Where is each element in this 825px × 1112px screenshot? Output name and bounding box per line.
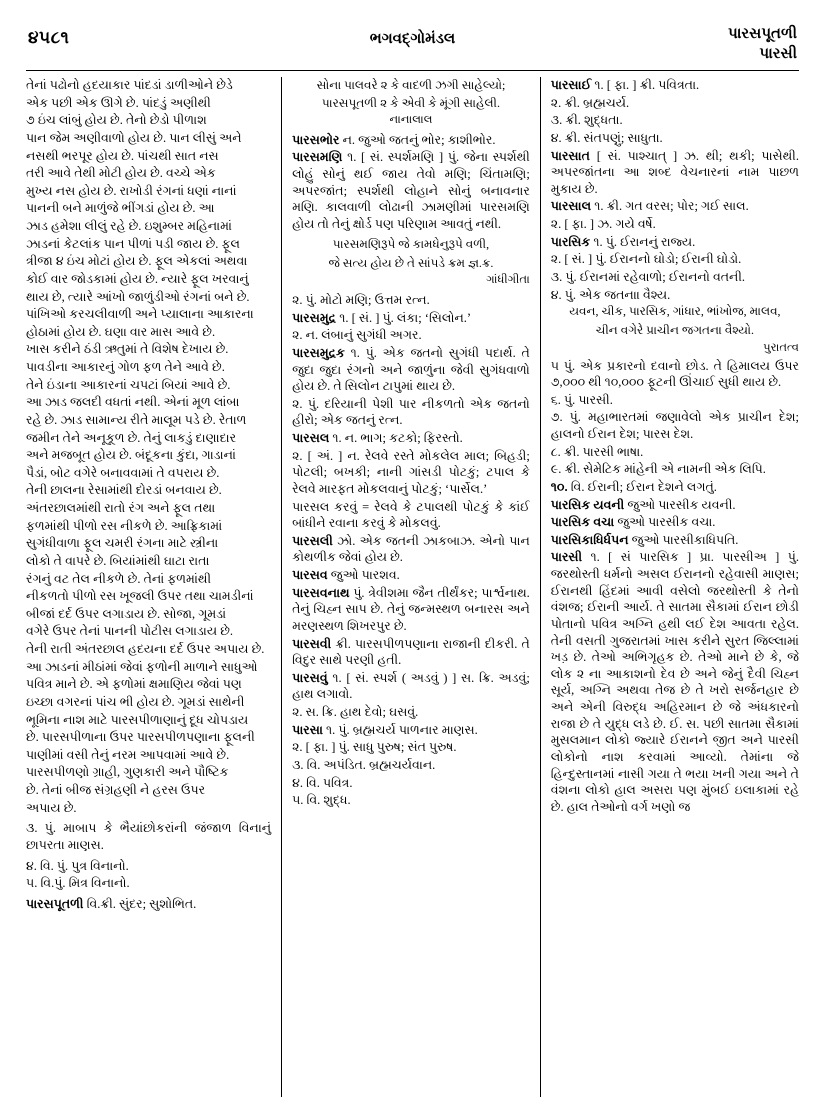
sense-item: ૪. ક્રી. સંતપણું; સાધુતા. [550,130,663,145]
paragraph-line: કોઈ વાર જોડકામાં હોય છે. ન્યારે ફૂલ ખરવાનું [26,271,249,286]
paragraph-line: અંતરછાલમાંથી રાતો રંગ અને ફૂલ તથા [26,501,216,515]
headword: પારસવ [292,568,328,583]
paragraph-line: ૭ ઇંચ લાંબું હોય છે. તેનો છેડો પીળાશ [26,113,207,128]
verse-line: સોના પાલવરે ૨ કે વાદળી ઝગી સાહેલ્યો; [316,78,506,92]
verse-line: જે સત્ય હોય છે તે સાંપડે ક્રમ જ્ઞ.ક્ર. [328,255,494,270]
dictionary-entry [551,77,799,94]
sense-item: ૪. વિ. પવિત્ર. [292,775,353,790]
definition: ન. જુઓ જતનું ભોર; કાશીભોર. [342,132,496,147]
headword: પારસમુદ્ર [292,310,337,325]
headword: પારસવી [292,636,332,651]
paragraph-line: ઇચ્છા વગરનાં પાંચ ભી હોય છે. ગૂમડાં સાથેની [26,694,245,709]
headword: પારસિક [550,234,591,249]
dictionary-entry [551,234,799,251]
verse-attribution: ગાંધીગીતા [486,273,530,286]
paragraph-line: તેને ઇંડાના આકારનાં ચપટાં બિયાં આવે છે. [26,377,231,392]
definition: ૧. [ સં. સ્પર્શ ( અડવું ) ] સ. ક્રિ. અડવું; હાથ લગાવો. [292,670,530,702]
sense-item: ૯. ક્રી. સેમેટિક માંહેની એ નામની એક લિપિ. [550,462,766,477]
sense-number: ૧૦. [550,479,568,494]
headword: પારસલી [292,533,333,548]
sense-item: ૩. વિ. અપંડિત. બ્રહ્મચર્યવાન. [292,757,436,772]
paragraph-line: બીજાં દર્દ ઉપર લગાડાય છે. સોજા, ગૂમડાં [26,606,227,621]
paragraph-line: અપાય છે. [26,800,77,815]
sense-item: ૫. વિ. શુદ્ધ. [292,793,351,808]
definition: ૧. પું. બ્રહ્મચર્ય પાળનાર માણસ. [326,722,478,737]
headword: પારસવું [292,670,328,685]
paragraph-line: એક પછી એક ઊગે છે. પાંદડું અણીથી [26,95,211,110]
headword: પારસિક યવની [550,497,625,512]
headword: પારસાઈ [550,78,592,92]
paragraph-line: જમીન તેને અનૂકૂળ છે. તેનું લાકડું દાણાદાર [26,430,237,445]
verse-attribution: નાનાલાલ [389,114,433,127]
paragraph-line: તરી આવે તેથી મોટી હોય છે. વચ્ચે એક [26,166,216,181]
sense-item: ૨. પું. દરિયાની પેશી પાર નીકળતો એક જતનો હીરો; એક જતનું રત્ન. [292,396,530,428]
sense-item: ૨. [ સં. ] પું. ઈરાનનો ઘોડો; ઈરાની ઘોડો. [550,252,742,267]
verse-line: પારસમણિરૂપે જે કામધેનુરૂપે વળી, [332,237,490,252]
headword: પારસલ [292,431,330,446]
definition: ૧. [ સં પારસિક ] પ્રા. પારસીઅ ] પું. જરથોસ્તી ધર્મનો અસલ ઈરાનનો રહેવાસી માણસ; ઈરાનથી હિંદમાં આવી વસેલો જરથોસ્તી કે તેનો વંશજ; ઈરાની આર્ય. તે સાતમા સૈકામાં ઈરાન છોડી પોતાનો પવિત્ર અગ્નિ હથી લઈ દેશ આવતા રહેલ. તેની વસતી ગુજરાતમાં ખાસ કરીને સુરત જિલ્લામાં ખડ઼ છે. તેઓ અભિગૃહક છે. તેઓ માને છે કે, જે લોક ૨ ના આકાશનો દેવ છે અને જેનું દૈવી ચિહ્ન સૂર્ય, અગ્નિ અથવા તેજ છે તે ખરો સર્જનહાર છે અને એની વિરુદ્ધ અહિરમાન છે જે અંધકારનો રાજા છે તે યુદ્ધ લડે છે. ઈ. સ. પછી સાતમા સૈકામાં મુસલમાન લોકો જ્યારે ઈરાનને જીત અને પારસી લોકોનો નાશ કરવામાં આવ્યો. તેમાંના જે હિન્દુસ્તાનમાં નાસી ગયા તે ભયા ખની ગયા અને તે વંશના લોકો હાલ અસરા પણ મુંબઈ ઇલાકામાં રહે છે. હાલ તેઓનો વર્ગ ખણો જ [550,550,799,814]
definition: જુઓ પારસીક વચા. [617,515,716,530]
dictionary-entry [551,514,799,531]
headword: પારસભોર [292,132,340,147]
headword: પારસપૂતળી [26,896,84,911]
paragraph-line: નીકળતો પીળો રસ ખૂજલી ઉપર તથા ચામડીનાં [26,589,254,604]
dictionary-entry [292,149,530,232]
paragraph-line: રહે છે. ઝાડ સામાન્ય રીતે માલૂમ પડે છે. રેતાળ [26,412,247,427]
headword: પારસવનાથ [292,585,350,600]
dictionary-entry [292,722,530,739]
paragraph-line: આ ઝાડનાં મીઠાંમાં જેવાં ફળોની માળાને સાધુઓ [26,659,258,674]
definition: જુઓ પારશવ. [330,568,400,583]
citation-line: યવન, ચીક, પારસિક, ગાંધાર, ભાંખોજ, માલવ, [569,304,781,319]
sense-item: ૨. [ ફા. ] ઝ. ગયે વર્ષે. [550,217,656,231]
paragraph-line: તેની રાતી અંતરછાલ હદયના દર્દ ઉપર અપાય છે. [26,642,265,656]
dictionary-entry [26,896,271,913]
paragraph-line: પાણીમાં વસી તેનું નરમ આપવામાં આવે છે. [26,747,230,762]
headword: પારસાલ [550,199,592,214]
dictionary-entry [292,132,530,149]
sense-item: ૨. ન. લંબાનું સુગંધી અગર. [292,328,422,343]
sense-item: ૨. ક્રી. બ્રહ્મચર્ય. [550,95,630,110]
column-3 [541,77,799,1097]
page-header [26,24,799,68]
definition: ૧. [ ફા. ] ક્રી. પવિત્રતા. [594,78,700,92]
header-rule [26,70,799,71]
citation-line: ચીન વગેરે પ્રાચીન જગતના વૈશ્યો. [595,322,754,337]
headword: પારસિકાધિર્ધપન [550,532,629,547]
sense-item: ૫ પું. એક પ્રકારનો દવાનો છોડ. તે હિમાલય ઉપર ૭,૦૦૦ થી ૧૦,૦૦૦ ફૂટની ઊંચાઈ સુધી થાય છે. [550,358,799,390]
source-reference: પુરાતત્વ [763,342,799,355]
headword: પારસમણિ [292,150,343,165]
sense-item: ૪. પું. એક જતનાા વૈશ્ય. [550,287,671,302]
definition: જુઓ પારસીક યવની. [627,497,736,512]
paragraph-line: ઝાડનાં કેટલાંક પાન પીળાં પડી જાય છે. ફૂલ [26,236,240,251]
dictionary-entry [292,533,530,566]
definition: ૧. ક્રી. ગત વરસ; પોર; ગઈ સાલ. [594,199,749,214]
paragraph-line: થાય છે, ત્યારે આંખો જાળુંડીઓ રંગનાં બને છે. [26,289,250,304]
dictionary-entry [292,670,530,703]
sense-item: ૨. સ. ક્રિ. હાથ દેવો; ઘસવું. [292,705,419,720]
column-container [26,77,799,1097]
dictionary-entry [551,148,799,198]
paragraph-line: સુગંધીવાળા ફૂલ ચમરી રંગના માટે સ્ત્રીના [26,536,219,551]
paragraph-line: પવિત્ર માને છે. એ ફળોમાં ક્ષમાણિય જેવાં પણ [26,677,242,692]
headword: પારસી [550,550,583,565]
definition: વિ. ઈરાની; ઈરાન દેશને લગતું. [570,479,717,494]
verse-line: પારસપૂતળી ૨ કે એવી કે મૂંગી સાહેલી. [321,96,500,111]
headword: પારસમુદ્રક [292,345,345,360]
definition: [ સં. પાશ્ચાત્ ] ઝ. થી; થકી; પાસેથી. અપરજાંતના આ શબ્દ વેચનારનાં નામ પાછળ મુકાય છે. [550,148,799,196]
folio-number: ૪૫૮૧ [28,28,70,47]
definition: ૧. [ સં. સ્પર્શમણિ ] પું. જેના સ્પર્શથી લોહું સોનું થઈ જાય તેવો મણિ; ચિંતામણિ; અપરજાંત; સ્પર્શથી લોહાને સોનું બનાવનાર મણિ. કાલવાળી લોઢાની ઝામણીમાં પારસમણિ હોય તો તેનું ક્ષોર્ડ પણ પરિણામ આવતું નથી. [292,150,530,231]
dictionary-entry [551,479,799,496]
paragraph-line: અને મજબૂત હોય છે. બંદૂકના કુંદા, ગાડાનાં [26,448,236,463]
sense-item: ૭. પું. મહાભારતમાં જણાવેલો એક પ્રાચીન દેશ; હાલનો ઈરાન દેશ; પારસ દેશ. [550,410,799,442]
paragraph-line: ત્રીજા ૪ ઇંચ મોટાં હોય છે. ફૂલ એકલાં અથવા [26,254,248,269]
paragraph-line: પાન જેમ અણીવાળો હોય છે. પાન લીસું અને [26,130,242,145]
sense-item: ૨. [ ફા. ] પું. સાધુ પુરુષ; સંત પુરુષ. [292,740,457,755]
dictionary-entry [292,567,530,584]
running-head [728,24,797,65]
paragraph-line: ઝાડ હમેશા લીલું રહે છે. ઇશુમ્બર મહિનામાં [26,219,232,233]
paragraph-line: લોકો તે વાપરે છે. બિયાંમાંથી ઘાટા રાતા [26,553,210,568]
dictionary-entry [292,585,530,635]
dictionary-entry [292,430,530,447]
sense-item: ૩. પું. માબાપ કે ભૈયાંછોકરાંની જંજાળ વિનાનું છાપરતા માણસ. [26,821,272,852]
headword: પારસા [292,722,323,737]
paragraph-line: તેની છાલના રેસામાંથી દોરડાં બનવાય છે. [26,483,222,498]
sense-item: ૨. પું. મોટો મણિ; ઉત્તમ રત્ન. [292,293,430,308]
definition: વિ.ક્રી. સુંદર; સુશોભિત. [86,896,197,911]
usage-note: પારસલ કરવું = રેલવે કે ટપાલથી પોટકું કે કાંઈ બાંધીને રવાના કરવું કે મોકલવું. [292,499,530,531]
paragraph-line: તેનાં પઢોનો હદયાકાર પાંદડાં ડાળીઓને છેડે [26,78,233,92]
definition: ૧. [ સં. ] પું. લંકા; ‘સિલોન.’ [339,310,472,325]
dictionary-entry [551,532,799,549]
sense-item: ૬. પું. પારસી. [550,392,613,407]
paragraph-line: ભૂમિના નાશ માટે પારસપીળાણાનું દૂધ ચોપડાય [26,712,249,727]
sense-item: ૨. [ અં. ] ન. રેલવે રસ્તે મોકલેલ માલ; બિહડી; પોટલી; બખકી; નાની ગાંસડી પોટકું; ટપાલ કે રેલવે મારફત મોકલવાનું પોટકું; ‘પાર્સેલ.’ [292,448,530,496]
definition: ઝો. એક જતની ઝાકબાઝ. એનો પાન કોથળીક જેવાં હોય છે. [292,533,530,565]
paragraph-line: છે. તેનાં બીજ સંગ્રહણી ને હરસ ઉપર [26,783,206,797]
sense-item: ૪. વિ. પું. પુત્ર વિનાનો. [26,858,129,873]
definition: ૧. પું. એક જતનો સુગંધી પદાર્થ. તે જુદા જુદા રંગનો અને જાળુંના જેવી સુગંધવાળો હોય છે. તે સિલોન ટાપુમાં થાય છે. [292,345,530,394]
sense-item: ૩. પું. ઈરાનમાં રહેવાળો; ઈરાનનો વતની. [550,269,746,284]
sense-item: ૫. વિ.પું. મિત્ર વિનાનો. [26,876,130,891]
dictionary-entry [551,497,799,514]
paragraph-line: પારસપીળણો ગ્રાહી, ગુણકારી અને પૌષ્ટિક [26,765,229,780]
paragraph-line: વગેરે ઉપર તેનાં પાનની પોટીસ લગાડાય છે. [26,624,233,639]
dictionary-entry [292,636,530,669]
paragraph-line: પૈડાં, બોટ વગેરે બનાવવામાં તે વપરાય છે. [26,465,220,480]
paragraph-line: હોઠામાં હોય છે. ઘણા વાર માસ આવે છે. [26,324,216,339]
sense-item: ૩. ક્રી. શુદ્ધતા. [550,113,623,128]
headword: પારસિક વચા [550,515,615,530]
paragraph-line: છે. પારસપીળાના ઉપર પારસપીળપણાના ફૂલની [26,730,255,745]
headword: પારસાત [550,148,590,163]
dictionary-entry [292,310,530,327]
paragraph-line: પાંખિઓ કરચલીવાળી અને પ્યાલાના આકારના [26,307,254,322]
paragraph-line: ખાસ કરીને ઠંડી ઋતુમાં તે વિશેષ દેખાય છે. [26,342,229,357]
dictionary-entry [551,549,799,815]
definition: પું. ત્રેવીશમા જૈન તીર્થંકર; પાર્શ્વનાથ. તેનું ચિહ્ન સાપ છે. તેનું જન્મસ્થળ બનારસ અને મરણસ્થળ શિખરપુર છે. [292,585,530,633]
dictionary-entry [292,345,530,395]
definition: ૧. પું. ઈરાનનું રાજ્ય. [593,234,696,249]
running-head-line-1: પારસપૂતળી [728,26,797,42]
paragraph-line: રંગનું વટ તેલ નીકળે છે. તેનાં ફળમાંથી [26,571,212,586]
column-1 [26,77,281,1097]
paragraph-line: આ ઝાડ જલદી વધતાં નથી. એનાં મૂળ લાંબા [26,395,240,410]
sense-item: ૮. ક્રી. પારસી ભાષા. [550,444,644,459]
definition: ૧. ન. ભાગ; કટકો; ફિરસ્તો. [332,431,463,446]
paragraph-line: મુખ્ય નસ હોય છે. રાખોડી રંગનાં ધણાં નાનાં [26,183,237,198]
definition: જુઓ પારસીકાધિપતિ. [631,532,739,547]
running-head-line-2: પારસી [759,46,797,63]
paragraph-line: પાવડીના આકારનું ગોળ ફળ તેને આવે છે. [26,360,225,374]
paragraph-line: ફળમાંથી પીળો રસ નીકળે છે. આફ્રિકામાં [26,518,223,533]
definition: ક્રી. પારસપીળપણાના રાજાની દીકરી. તે વિદુર સાથે પરણી હતી. [292,636,530,668]
column-2 [281,77,541,1097]
book-title: ભગવદ્ગોમંડલ [369,31,456,47]
paragraph-line: નસથી ભરપૂર હોય છે. પાંચથી સાત નસ [26,148,219,163]
dictionary-entry [551,198,799,215]
paragraph-line: પાનની બને માળુંજે ભીંગડાં હોય છે. આ [26,201,215,216]
